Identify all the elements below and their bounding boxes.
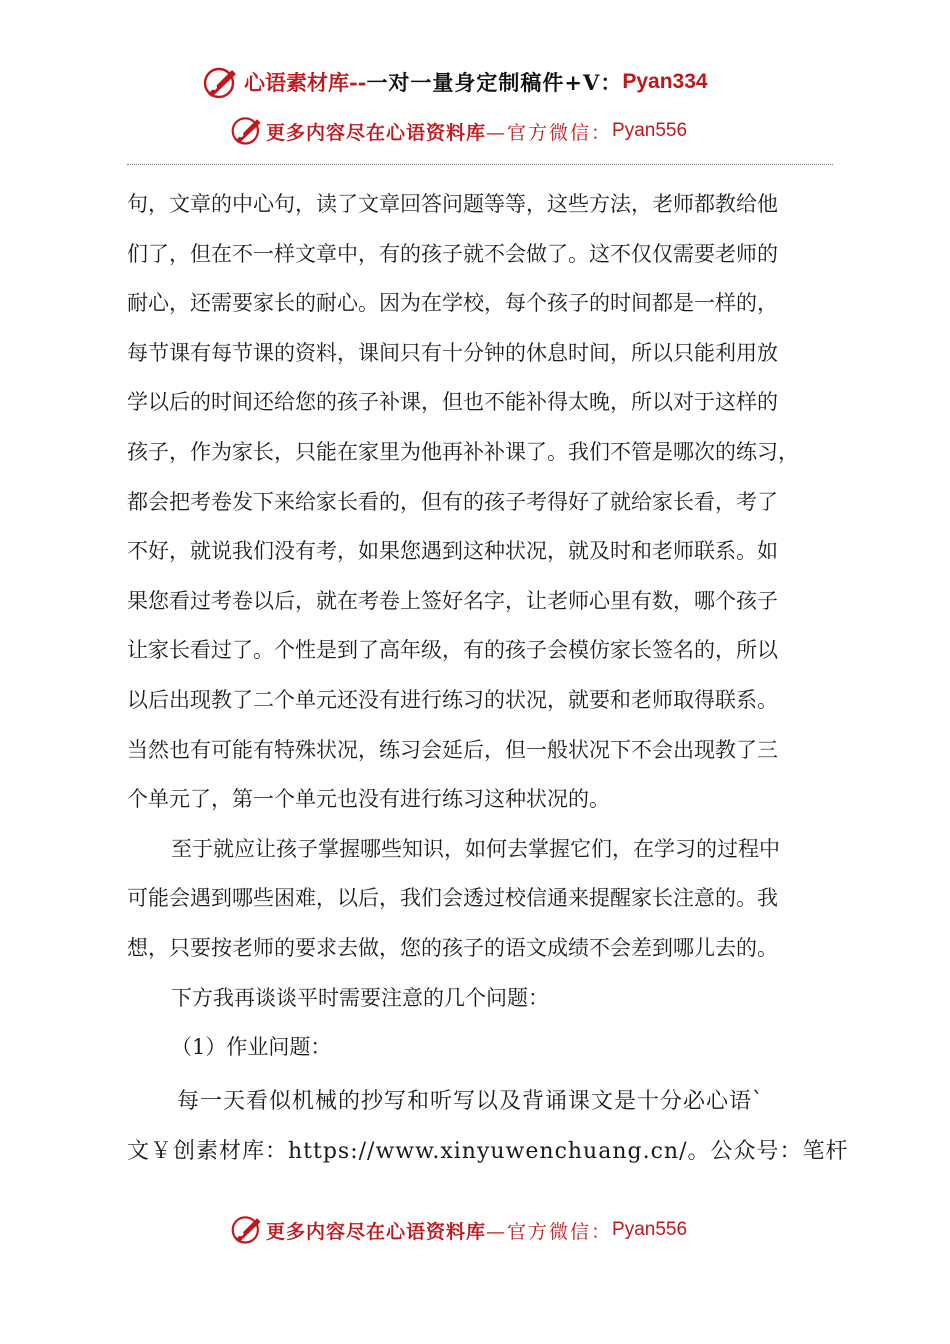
text-line: 可能会遇到哪些困难，以后，我们会透过校信通来提醒家长注意的。我 [127, 886, 778, 911]
header-sub-id: Pyan556 [612, 120, 688, 141]
paragraph [127, 180, 833, 825]
text-line: 耐心，还需要家长的耐心。因为在学校，每个孩子的时间都是一样的， [127, 291, 778, 316]
text-line: （1）作业问题： [171, 1035, 332, 1060]
footer-text: 更多内容尽在心语资料库 [266, 1220, 487, 1243]
text-line: 每节课有每节课的资料，课间只有十分钟的休息时间，所以只能利用放 [127, 340, 778, 365]
text-line: 每一天看似机械的抄写和听写以及背诵课文是十分必心语` [177, 1089, 765, 1114]
header-sub-official: —官方微信： [486, 121, 613, 144]
text-line: 不好，就说我们没有考，如果您遇到这种状况，就及时和老师联系。如 [127, 539, 778, 564]
watermark-paragraph [127, 1077, 849, 1177]
text-line: 孩子，作为家长，只能在家里为他再补补课了。我们不管是哪次的练习， [127, 439, 799, 464]
text-line: 文￥创素材库：https://www.xinyuwenchuang.cn/。公众号：笔杆 [127, 1139, 849, 1164]
pen-logo-icon [202, 64, 242, 104]
header-subline [230, 113, 687, 149]
text-line: 们了，但在不一样文章中，有的孩子就不会做了。这不仅仅需要老师的 [127, 241, 778, 266]
header-banner [200, 62, 708, 102]
header-wechat-id: Pyan334 [622, 70, 708, 93]
header-brand: 心语素材库-- [244, 70, 367, 95]
document-body [127, 180, 833, 1073]
header-tagline: 一对一量身定制稿件+V： [366, 70, 623, 95]
paragraph [127, 974, 833, 1024]
footer-banner [230, 1212, 687, 1248]
text-line: 当然也有可能有特殊状况，练习会延后，但一般状况下不会出现教了三 [127, 737, 778, 762]
footer-id: Pyan556 [612, 1219, 688, 1240]
header-divider [127, 164, 833, 165]
paragraph [127, 1023, 833, 1073]
text-line: 下方我再谈谈平时需要注意的几个问题： [171, 985, 549, 1010]
text-line: 学以后的时间还给您的孩子补课，但也不能补得太晚，所以对于这样的 [127, 390, 778, 415]
paragraph [127, 825, 833, 974]
text-line: 至于就应让孩子掌握哪些知识，如何去掌握它们，在学习的过程中 [171, 836, 780, 861]
header-sub-text: 更多内容尽在心语资料库 [266, 121, 487, 144]
text-line: 果您看过考卷以后，就在考卷上签好名字，让老师心里有数，哪个孩子 [127, 588, 778, 613]
text-line: 句，文章的中心句，读了文章回答问题等等，这些方法，老师都教给他 [127, 192, 778, 216]
text-line: 以后出现教了二个单元还没有进行练习的状况，就要和老师取得联系。 [127, 687, 778, 712]
footer-official: —官方微信： [486, 1220, 613, 1243]
pen-logo-icon [230, 1212, 266, 1250]
text-line: 都会把考卷发下来给家长看的，但有的孩子考得好了就给家长看，考了 [127, 489, 778, 514]
pen-logo-icon [230, 113, 266, 151]
text-line: 个单元了，第一个单元也没有进行练习这种状况的。 [127, 787, 610, 812]
text-line: 让家长看过了。个性是到了高年级，有的孩子会模仿家长签名的，所以 [127, 638, 778, 663]
text-line: 想，只要按老师的要求去做，您的孩子的语文成绩不会差到哪儿去的。 [127, 935, 778, 960]
